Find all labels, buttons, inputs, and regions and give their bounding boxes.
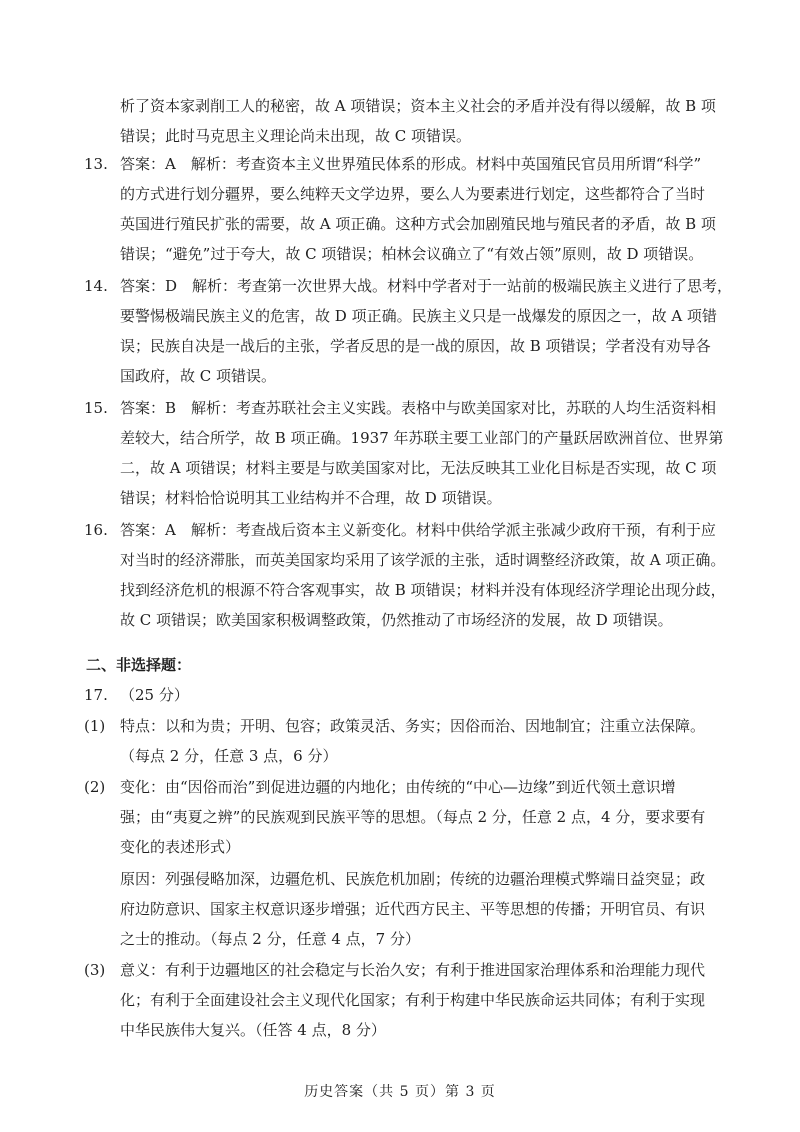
text-line: 变化：由“因俗而治”到促进边疆的内地化；由传统的“中心—边缘”到近代领土意识增 (120, 778, 676, 796)
text-line: 府边防意识、国家主权意识逐步增强；近代西方民主、平等思想的传播；开明官员、有识 (120, 900, 706, 918)
text-line: 英国进行殖民扩张的需要，故 A 项正确。这种方式会加剧殖民地与殖民者的矛盾，故 B 项 (120, 215, 716, 233)
text-line: 答案：B 解析：考查苏联社会主义实践。表格中与欧美国家对比，苏联的人均生活资料相 (120, 399, 717, 417)
question-number: 17. (84, 686, 108, 704)
text-line: 故 C 项错误；欧美国家积极调整政策，仍然推动了市场经济的发展，故 D 项错误。 (120, 611, 673, 629)
text-line: 意义：有利于边疆地区的社会稳定与长治久安；有利于推进国家治理体系和治理能力现代 (120, 961, 706, 979)
text-line: 错误；此时马克思主义理论尚未出现，故 C 项错误。 (120, 127, 472, 145)
text-line: 二，故 A 项错误；材料主要是与欧美国家对比，无法反映其工业化目标是否实现，故 C 项 (120, 459, 717, 477)
sub-question-label: (1) (84, 717, 106, 735)
sub-question-label: (2) (84, 778, 106, 796)
question-score: （25 分） (120, 686, 189, 704)
text-line: 强；由“夷夏之辨”的民族观到民族平等的思想。（每点 2 分，任意 2 点，4 分，要求要有 (120, 808, 706, 826)
question-number: 15. (84, 399, 108, 417)
text-line: 答案：A 解析：考查战后资本主义新变化。材料中供给学派主张减少政府干预，有利于应 (120, 521, 716, 539)
text-line: 要警惕极端民族主义的危害，故 D 项正确。民族主义只是一战爆发的原因之一，故 A 项错 (120, 307, 717, 325)
text-line: 特点：以和为贵；开明、包容；政策灵活、务实；因俗而治、因地制宜；注重立法保障。 (120, 717, 706, 735)
text-line: 之士的推动。（每点 2 分，任意 4 点，7 分） (120, 930, 420, 948)
text-line: 原因：列强侵略加深，边疆危机、民族危机加剧；传统的边疆治理模式弊端日益突显；政 (120, 870, 706, 888)
text-line: 国政府，故 C 项错误。 (120, 367, 277, 385)
section-title: 二、非选择题： (86, 656, 192, 674)
text-line: 差较大，结合所学，故 B 项正确。1937 年苏联主要工业部门的产量跃居欧洲首位、世界第 (120, 429, 724, 447)
text-line: 错误；材料恰恰说明其工业结构并不合理，故 D 项错误。 (120, 489, 502, 507)
question-number: 13. (84, 155, 108, 173)
sub-question-label: (3) (84, 961, 106, 979)
question-number: 16. (84, 521, 108, 539)
text-line: 析了资本家剥削工人的秘密，故 A 项错误；资本主义社会的矛盾并没有得以缓解，故 B 项 (120, 97, 716, 115)
text-line: 中华民族伟大复兴。（任答 4 点，8 分） (120, 1021, 386, 1039)
text-line: （每点 2 分，任意 3 点，6 分） (120, 747, 338, 765)
text-line: 化；有利于全面建设社会主义现代化国家；有利于构建中华民族命运共同体；有利于实现 (120, 991, 706, 1009)
page-footer: 历史答案（共 5 页）第 3 页 (304, 1084, 496, 1100)
text-line: 答案：A 解析：考查资本主义世界殖民体系的形成。材料中英国殖民官员用所谓“科学” (120, 155, 702, 173)
text-line: 误；民族自决是一战后的主张，学者反思的是一战的原因，故 B 项错误；学者没有劝导各 (120, 337, 711, 355)
text-line: 答案：D 解析：考查第一次世界大战。材料中学者对于一站前的极端民族主义进行了思考， (120, 277, 733, 295)
text-line: 对当时的经济滞胀，而英美国家均采用了该学派的主张，适时调整经济政策，故 A 项正确。 (120, 551, 726, 569)
text-line: 错误；“避免”过于夸大，故 C 项错误；柏林会议确立了“有效占领”原则，故 D 项错误。 (120, 245, 704, 263)
text-line: 找到经济危机的根源不符合客观事实，故 B 项错误；材料并没有体现经济学理论出现分歧， (120, 581, 726, 599)
question-number: 14. (84, 277, 108, 295)
text-line: 变化的表述形式） (120, 838, 241, 856)
text-line: 的方式进行划分疆界，要么纯粹天文学边界，要么人为要素进行划定，这些都符合了当时 (120, 185, 706, 203)
